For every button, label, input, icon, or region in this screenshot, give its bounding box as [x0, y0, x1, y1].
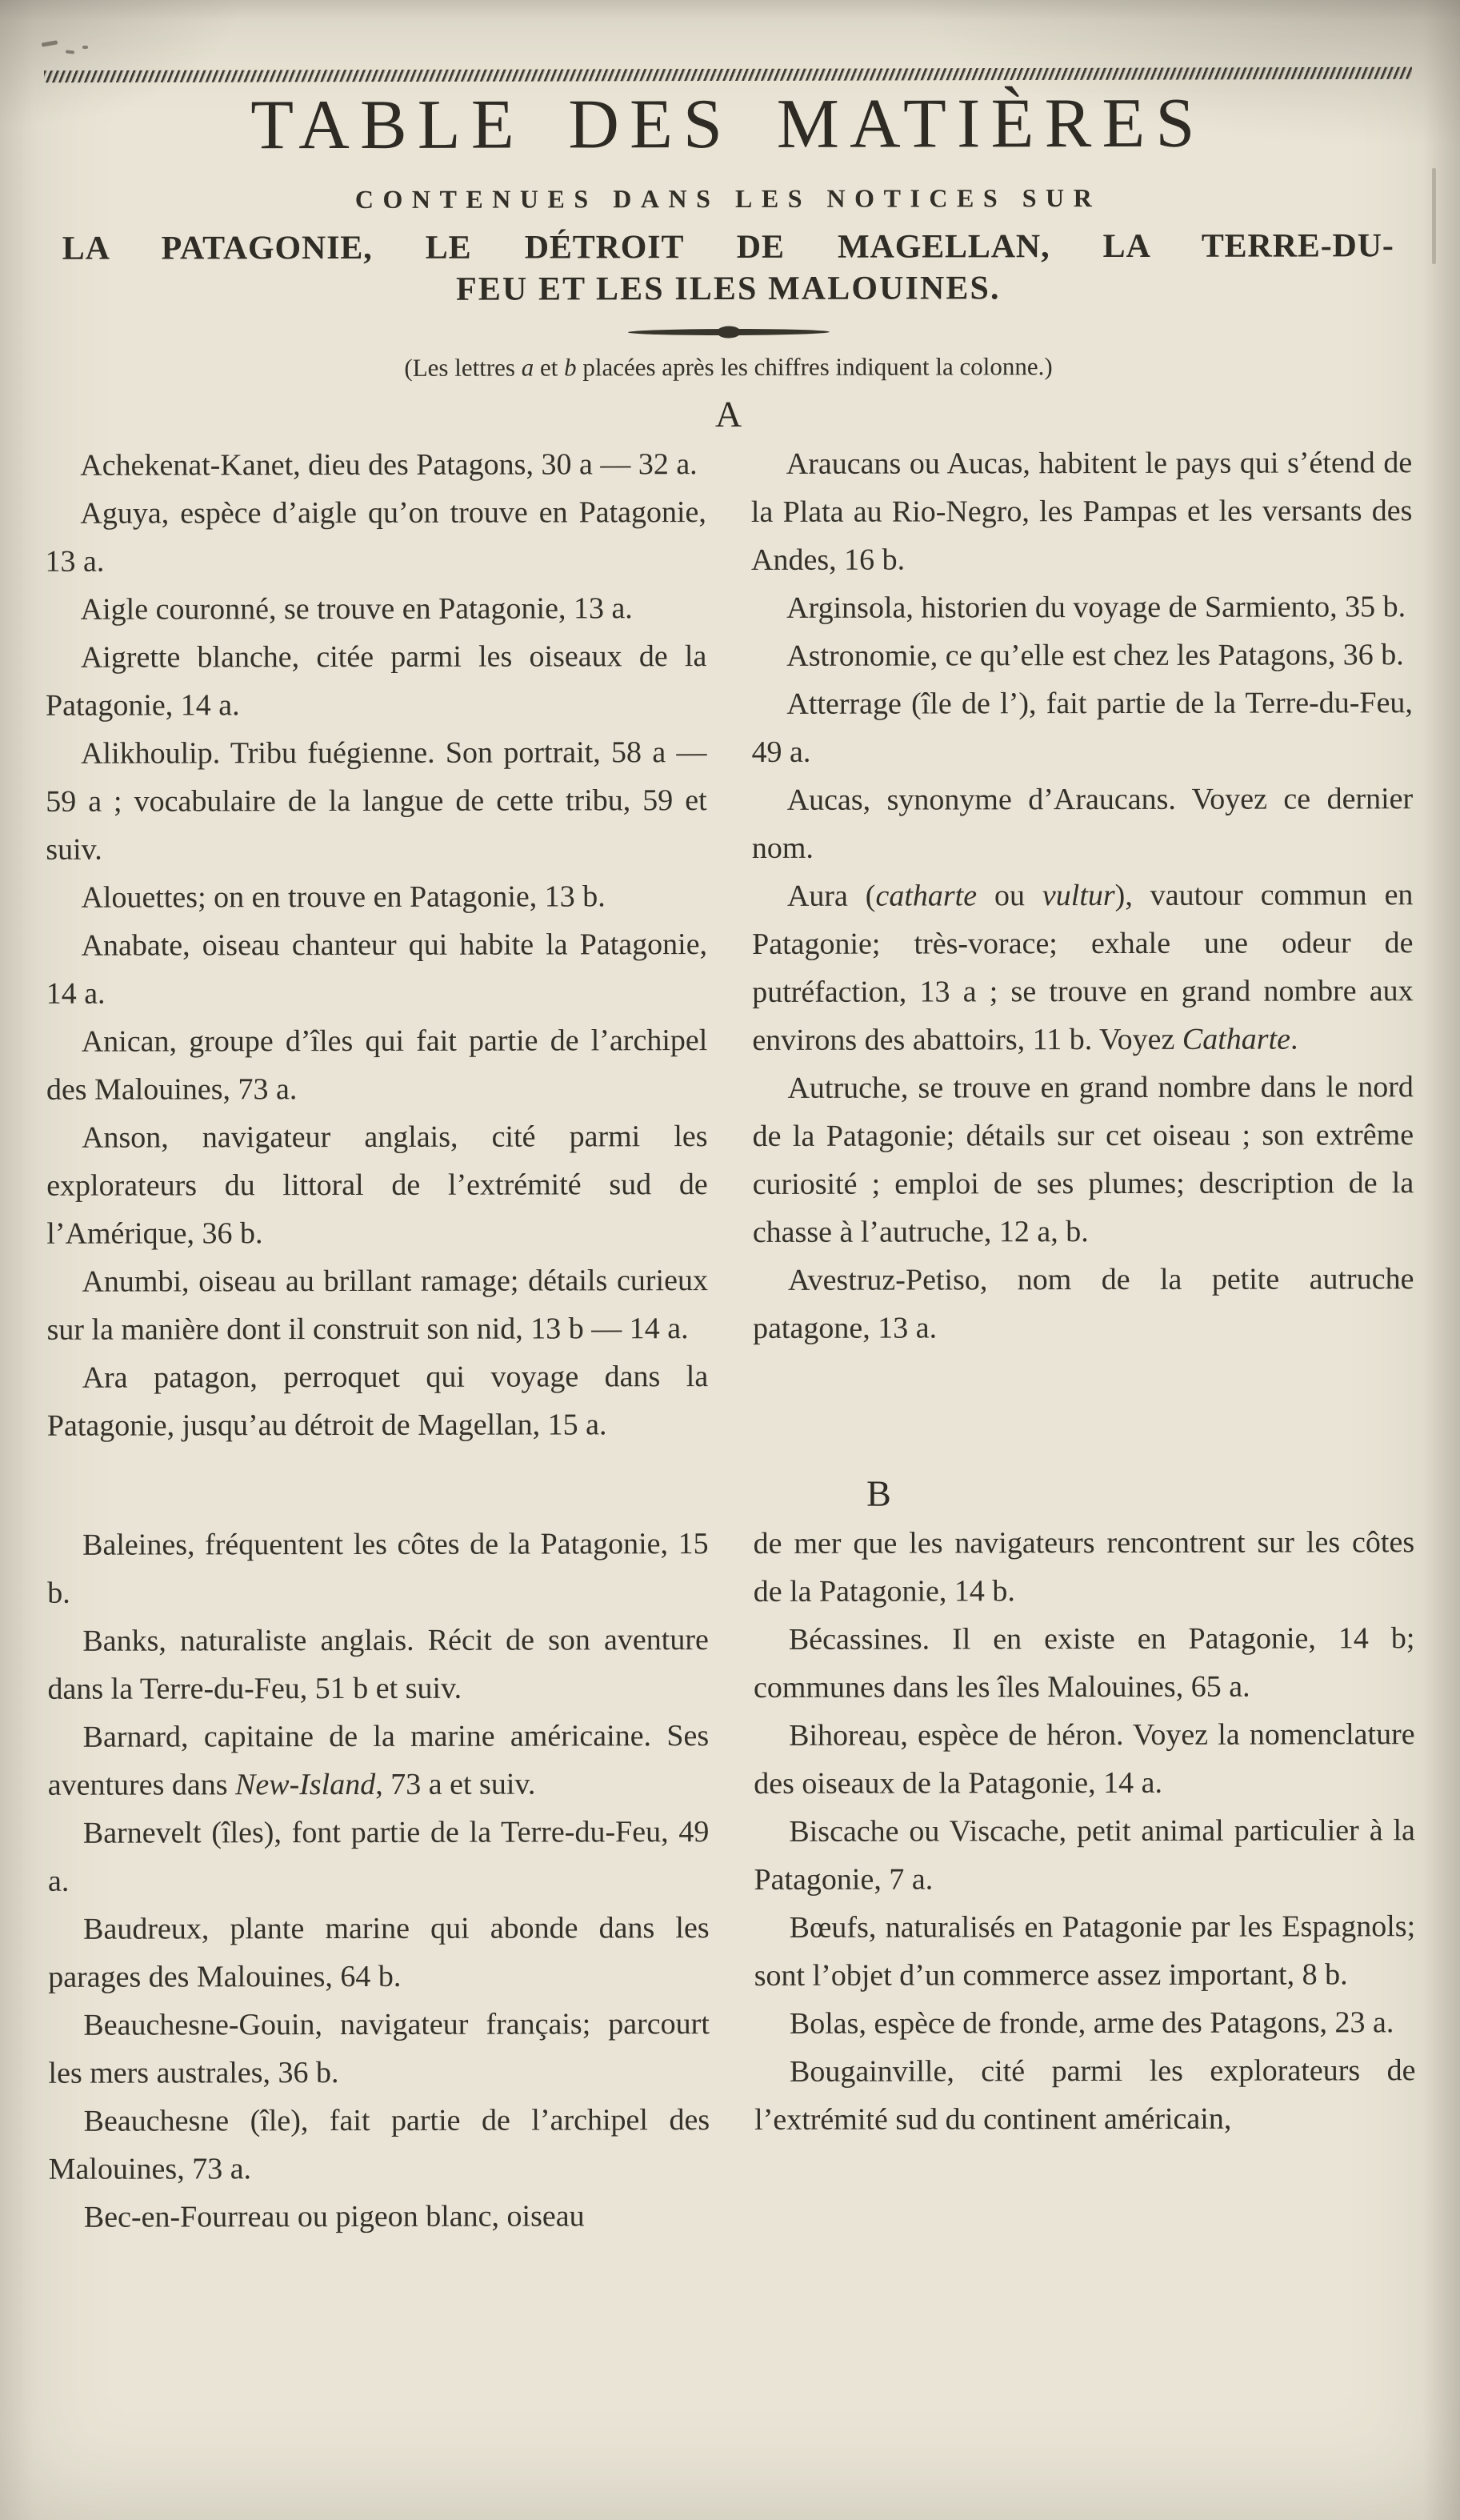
- index-entry: Beauchesne-Gouin, navigateur français; parcourt les mers australes, 36 b.: [48, 2007, 710, 2090]
- index-entry: Achekenat-Kanet, dieu des Patagons, 30 a — 32 a.: [80, 447, 698, 483]
- index-entry: Ara patagon, perroquet qui voyage dans la Patagonie, jusqu’au détroit de Magellan, 15 a.: [46, 1360, 709, 1443]
- index-entry: Bec-en-Fourreau ou pigeon blanc, oiseau: [83, 2199, 585, 2234]
- index-entry: Anican, groupe d’îles qui fait partie de l’archipel des Malouines, 73 a.: [46, 1024, 708, 1107]
- scope-heading-line2: FEU ET LES ILES MALOUINES.: [456, 270, 1001, 308]
- index-entry: Bœufs, naturalisés en Patagonie par les Espagnols; sont l’objet d’un commerce assez important, 8 b.: [754, 1909, 1416, 1993]
- section-columns: [0, 439, 1460, 1450]
- divider-ornament: [627, 329, 829, 336]
- index-entry: Alouettes; on en trouve en Patagonie, 13 b.: [81, 879, 606, 915]
- section-columns: [1, 1518, 1460, 2242]
- index-entry: Aguya, espèce d’aigle qu’on trouve en Patagonie, 13 a.: [45, 495, 706, 579]
- index-entry: Beauchesne (île), fait partie de l’archipel des Malouines, 73 a.: [48, 2103, 710, 2186]
- index-entry: Aigrette blanche, citée parmi les oiseaux de la Patagonie, 14 a.: [45, 639, 707, 723]
- scope-heading: [0, 225, 1458, 311]
- index-entry: Baudreux, plante marine qui abonde dans les parages des Malouines, 64 b.: [48, 1911, 710, 1994]
- title-block: [0, 0, 1458, 311]
- index-section: [1, 1471, 1460, 2242]
- page-subtitle: CONTENUES DANS LES NOTICES SUR: [354, 183, 1102, 214]
- index-entry: Bécassines. Il en existe en Patagonie, 14 b; communes dans les îles Malouines, 65 a.: [753, 1621, 1415, 1705]
- index-entry: Atterrage (île de l’), fait partie de la Terre-du-Feu, 49 a.: [751, 686, 1413, 770]
- index-entry: Aura (catharte ou vultur), vautour commun en Patagonie; très-vorace; exhale une odeur de putréfaction, 13 a ; se trouve en grand nombre aux environs des abattoirs, 11 b. Voyez Catharte.: [751, 878, 1414, 1058]
- index-entry: Autruche, se trouve en grand nombre dans le nord de la Patagonie; détails sur cet oiseau ; son extrême curiosité ; emploi de ses plumes; description de la chasse à l’autruche, 12 a, b.: [752, 1070, 1414, 1250]
- index-entry: Bihoreau, espèce de héron. Voyez la nomenclature des oiseaux de la Patagonie, 14 a.: [754, 1717, 1415, 1801]
- index-section: [0, 391, 1460, 1450]
- index-entry: Astronomie, ce qu’elle est chez les Patagons, 36 b.: [786, 638, 1404, 674]
- index-entry: Bougainville, cité parmi les explorateurs de l’extrémité sud du continent américain,: [754, 2053, 1416, 2137]
- column-note: (Les lettres a et b placées après les chiffres indiquent la colonne.): [404, 352, 1053, 383]
- index-entry: Alikhoulip. Tribu fuégienne. Son portrait, 58 a — 59 a ; vocabulaire de la langue de cette tribu, 59 et suiv.: [46, 735, 707, 867]
- page-title: TABLE DES MATIÈRES: [250, 84, 1206, 165]
- index-entry: Anabate, oiseau chanteur qui habite la Patagonie, 14 a.: [46, 927, 708, 1011]
- right-column: [751, 439, 1414, 1448]
- index-entry: Banks, naturaliste anglais. Récit de son aventure dans la Terre-du-Feu, 51 b et suiv.: [47, 1623, 709, 1706]
- section-letter: A: [714, 394, 742, 435]
- index-entry: Aigle couronné, se trouve en Patagonie, 13 a.: [80, 591, 633, 627]
- index-entry: Avestruz-Petiso, nom de la petite autruche patagone, 13 a.: [753, 1262, 1414, 1346]
- left-column: [45, 440, 708, 1450]
- index-entry: Aucas, synonyme d’Araucans. Voyez ce dernier nom.: [751, 782, 1414, 866]
- scope-heading-line1: LA PATAGONIE, LE DÉTROIT DE MAGELLAN, LA TERRE-DU-: [62, 227, 1394, 267]
- index-body: [0, 391, 1460, 2242]
- right-column: [754, 1518, 1416, 2240]
- section-letter: B: [866, 1472, 891, 1514]
- index-entry: Arginsola, historien du voyage de Sarmiento, 35 b.: [786, 590, 1406, 626]
- index-entry: Barnevelt (îles), font partie de la Terre-du-Feu, 49 a.: [47, 1815, 710, 1898]
- index-entry: Bolas, espèce de fronde, arme des Patagons, 23 a.: [789, 2005, 1394, 2041]
- index-entry: Araucans ou Aucas, habitent le pays qui s’étend de la Plata au Rio-Negro, les Pampas et les versants des Andes, 16 b.: [750, 446, 1413, 578]
- left-column: [47, 1520, 710, 2242]
- index-entry: Anumbi, oiseau au brillant ramage; détails curieux sur la manière dont il construit son nid, 13 b — 14 a.: [46, 1264, 708, 1347]
- index-entry: Anson, navigateur anglais, cité parmi les explorateurs du littoral de l’extrémité sud de l’Amérique, 36 b.: [46, 1120, 708, 1251]
- index-entry: Barnard, capitaine de la marine américaine. Ses aventures dans New-Island, 73 a et suiv.: [47, 1719, 710, 1802]
- index-entry: de mer que les navigateurs rencontrent sur les côtes de la Patagonie, 14 b.: [753, 1525, 1415, 1609]
- index-entry: Biscache ou Viscache, petit animal particulier à la Patagonie, 7 a.: [754, 1813, 1415, 1897]
- index-entry: Baleines, fréquentent les côtes de la Patagonie, 15 b.: [47, 1527, 709, 1610]
